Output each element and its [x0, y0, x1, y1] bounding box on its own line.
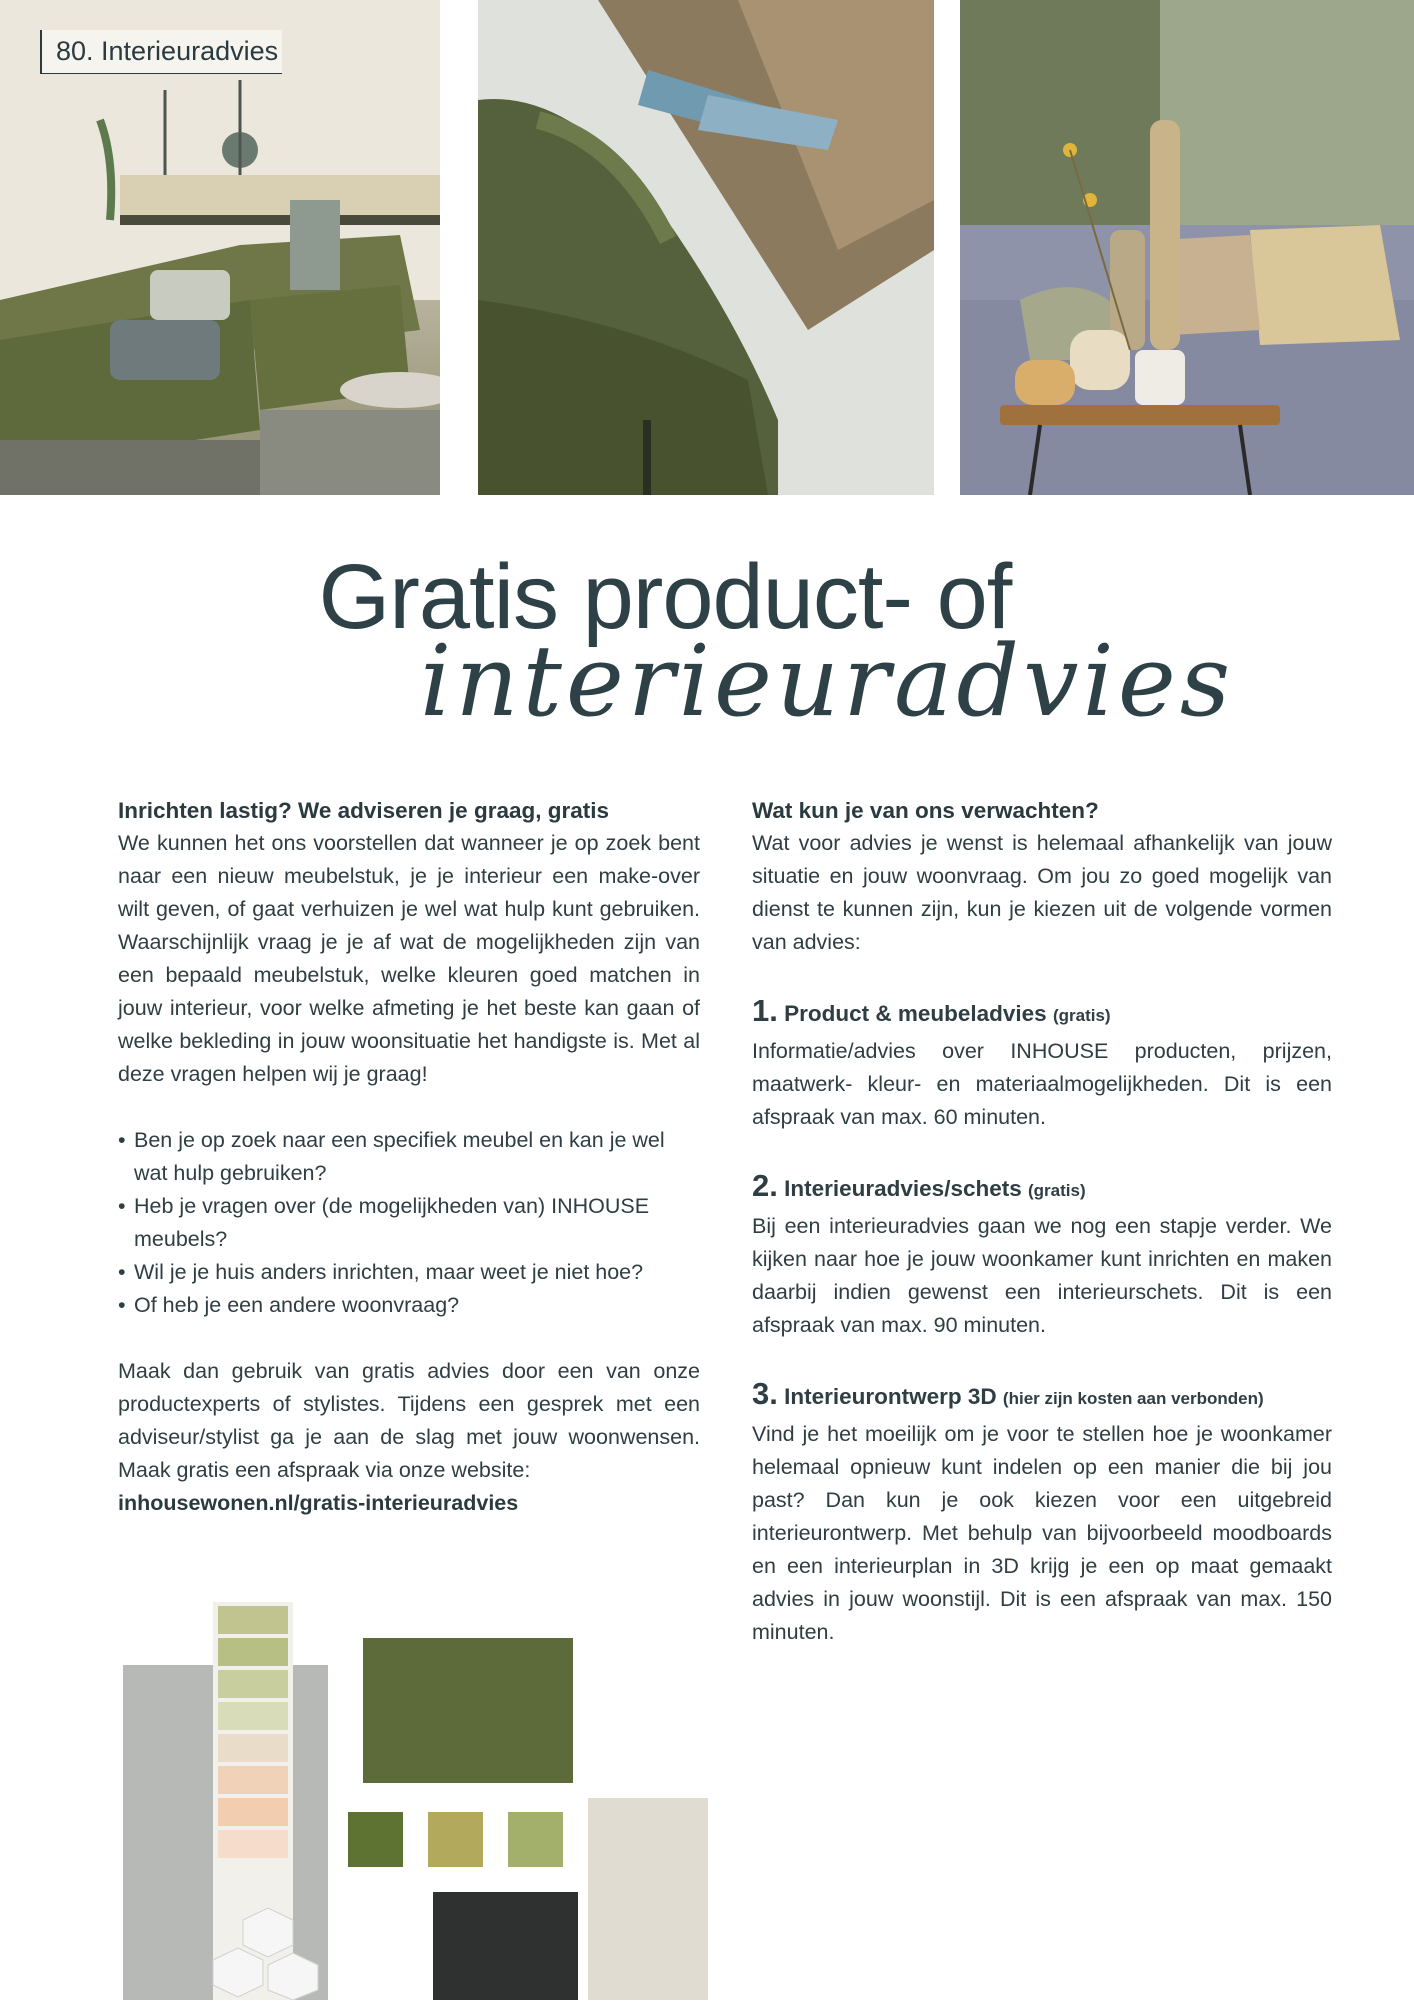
page-label [40, 30, 282, 74]
right-column [752, 795, 1332, 1649]
list-item: • Heb je vragen over (de mogelijkheden van) INHOUSE meubels? [118, 1190, 700, 1256]
side-table-photo [960, 0, 1414, 495]
option-1-number: 1. [752, 993, 778, 1028]
right-intro: Wat voor advies je wenst is helemaal afhankelijk van jouw situatie en jouw woonvraag. Om jou zo goed mogelijk van dienst te kunnen zijn, kun je kiezen uit de volgende vormen van advies: [752, 831, 1332, 954]
option-3-text: Vind je het moeilijk om je voor te stellen hoe je woonkamer helemaal opnieuw kunt indelen op een manier die bij jou past? Dan kun je ook kiezen voor een uitgebreid interieurontwerp. Met behulp van bijvoorbeeld moodboards en een interieurplan in 3D krijg je een op maat gemaakt advies in jouw woonstijl. Dit is een afspraak van max. 150 minuten. [752, 1422, 1332, 1644]
chair-illustration [478, 0, 934, 495]
living-room-photo [0, 0, 440, 495]
website-link[interactable]: inhousewonen.nl/gratis-interieuradvies [118, 1491, 519, 1515]
left-intro: We kunnen het ons voorstellen dat wanneer je op zoek bent naar een nieuw meubelstuk, je je interieur een make-over wilt geven, of gaat verhuizen je wel wat hulp kunt gebruiken. Waarschijnlijk vraag je je af wat de mogelijkheden zijn van een bepaald meubelstuk, welke kleuren goed matchen in jouw interieur, voor welke afmeting je het beste kan gaan of welke bekleding in jouw woonsituatie het handigste is. Met al deze vragen helpen wij je graag! [118, 831, 700, 1086]
list-item: • Wil je je huis anders inrichten, maar weet je niet hoe? [118, 1256, 700, 1289]
left-heading: Inrichten lastig? We adviseren je graag, gratis [118, 798, 609, 823]
option-2-note: (gratis) [1028, 1181, 1086, 1200]
option-2-text: Bij een interieuradvies gaan we nog een stapje verder. We kijken naar hoe je jouw woonkamer kunt inrichten en maken daarbij indien gewenst een interieurschets. Dit is een afspraak van max. 90 minuten. [752, 1214, 1332, 1337]
option-2-title: Interieuradvies/schets [784, 1176, 1022, 1201]
list-item: • Of heb je een andere woonvraag? [118, 1289, 700, 1322]
living-room-illustration [0, 0, 440, 495]
option-1-heading [752, 992, 1332, 1035]
option-1-title: Product & meubeladvies [784, 1001, 1047, 1026]
moodboard-illustration [118, 1590, 718, 2000]
option-2-heading [752, 1167, 1332, 1210]
page-label-text: 80. Interieuradvies [56, 36, 279, 66]
chair-photo [478, 0, 934, 495]
page-title-script: interieuradvies [420, 625, 1235, 739]
option-3-number: 3. [752, 1376, 778, 1411]
option-1-text: Informatie/advies over INHOUSE producten, prijzen, maatwerk- kleur- en materiaalmogelijkheden. Dit is een afspraak van max. 60 minuten. [752, 1039, 1332, 1129]
option-3-heading [752, 1375, 1332, 1418]
page-title: Gratis product- of [318, 546, 1012, 648]
side-table-illustration [960, 0, 1414, 495]
moodboard-photo [118, 1590, 718, 2000]
option-3-note: (hier zijn kosten aan verbonden) [1002, 1389, 1264, 1408]
question-list [118, 1124, 700, 1322]
right-heading: Wat kun je van ons verwachten? [752, 798, 1099, 823]
option-1-note: (gratis) [1052, 1006, 1111, 1025]
option-2-number: 2. [752, 1168, 778, 1203]
left-column [118, 795, 700, 1520]
left-closing: Maak dan gebruik van gratis advies door een van onze productexperts of stylistes. Tijdens een gesprek met een adviseur/stylist ga je aan de slag met jouw woonwensen. Maak gratis een afspraak via onze website: [118, 1359, 700, 1482]
option-3-title: Interieurontwerp 3D [784, 1384, 997, 1409]
list-item: • Ben je op zoek naar een specifiek meubel en kan je wel wat hulp gebruiken? [118, 1124, 700, 1190]
